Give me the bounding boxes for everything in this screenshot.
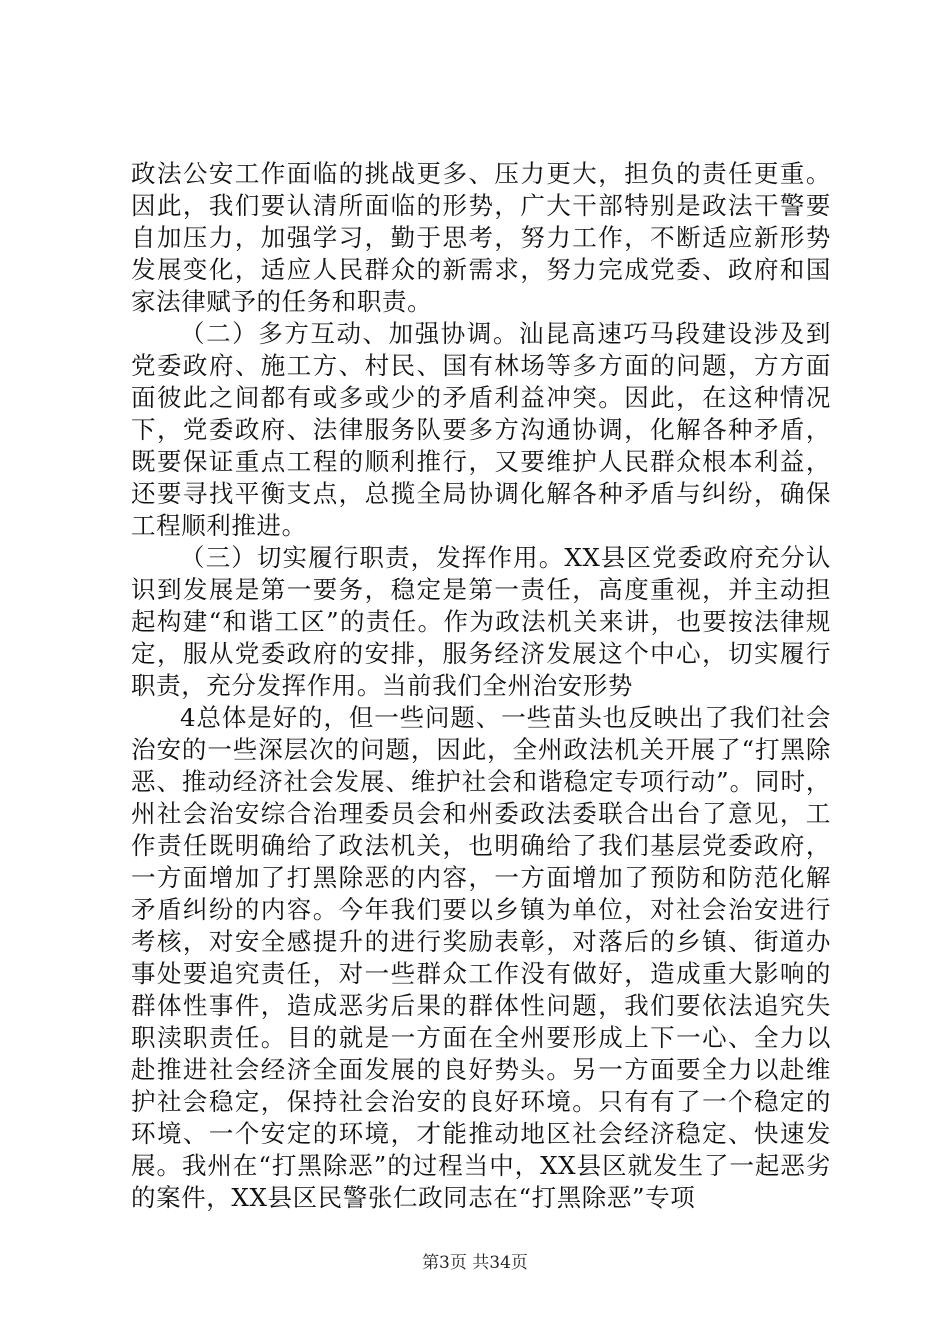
paragraph-3: （三）切实履行职责，发挥作用。XX县区党委政府充分认识到发展是第一要务，稳定是第一责任，高度重视，并主动担起构建“和谐工区”的责任。作为政法机关来讲，也要按法律规定，服从党委政府的安排，服务经济发展这个中心，切实履行职责，充分发挥作用。当前我们全州治安形势 <box>131 543 831 700</box>
paragraph-2: （二）多方互动、加强协调。汕昆高速巧马段建设涉及到党委政府、施工方、村民、国有林场等多方面的问题，方方面面彼此之间都有或多或少的矛盾利益冲突。因此，在这种情况下，党委政府、法律服务队要多方沟通协调，化解各种矛盾，既要保证重点工程的顺利推行，又要维护人民群众根本利益，还要寻找平衡支点，总揽全局协调化解各种矛盾与纠纷，确保工程顺利推进。 <box>131 319 831 540</box>
page-number-label: 第3页 共34页 <box>422 1253 528 1273</box>
paragraph-4: 4总体是好的，但一些问题、一些苗头也反映出了我们社会治安的一些深层次的问题，因此，全州政法机关开展了“打黑除恶、推动经济社会发展、维护社会和谐稳定专项行动”。同时，州社会治安综合治理委员会和州委政法委联合出台了意见，工作责任既明确给了政法机关，也明确给了我们基层党委政府，一方面增加了打黑除恶的内容，一方面增加了预防和防范化解矛盾纠纷的内容。今年我们要以乡镇为单位，对社会治安进行考核，对安全感提升的进行奖励表彰，对落后的乡镇、街道办事处要追究责任，对一些群众工作没有做好，造成重大影响的群体性事件，造成恶劣后果的群体性问题，我们要依法追究失职渎职责任。目的就是一方面在全州要形成上下一心、全力以赴推进社会经济全面发展的良好势头。另一方面要全力以赴维护社会稳定，保持社会治安的良好环境。只有有了一个稳定的环境、一个安定的环境，才能推动地区社会经济稳定、快速发展。我州在“打黑除恶”的过程当中，XX县区就发生了一起恶劣的案件，XX县区民警张仁政同志在“打黑除恶”专项 <box>131 703 831 1212</box>
paragraph-1: 政法公安工作面临的挑战更多、压力更大，担负的责任更重。因此，我们要认清所面临的形势，广大干部特别是政法干警要自加压力，加强学习，勤于思考，努力工作，不断适应新形势发展变化，适应人民群众的新需求，努力完成党委、政府和国家法律赋予的任务和职责。 <box>131 159 831 316</box>
page-footer <box>0 1252 950 1274</box>
document-body <box>131 158 831 1214</box>
